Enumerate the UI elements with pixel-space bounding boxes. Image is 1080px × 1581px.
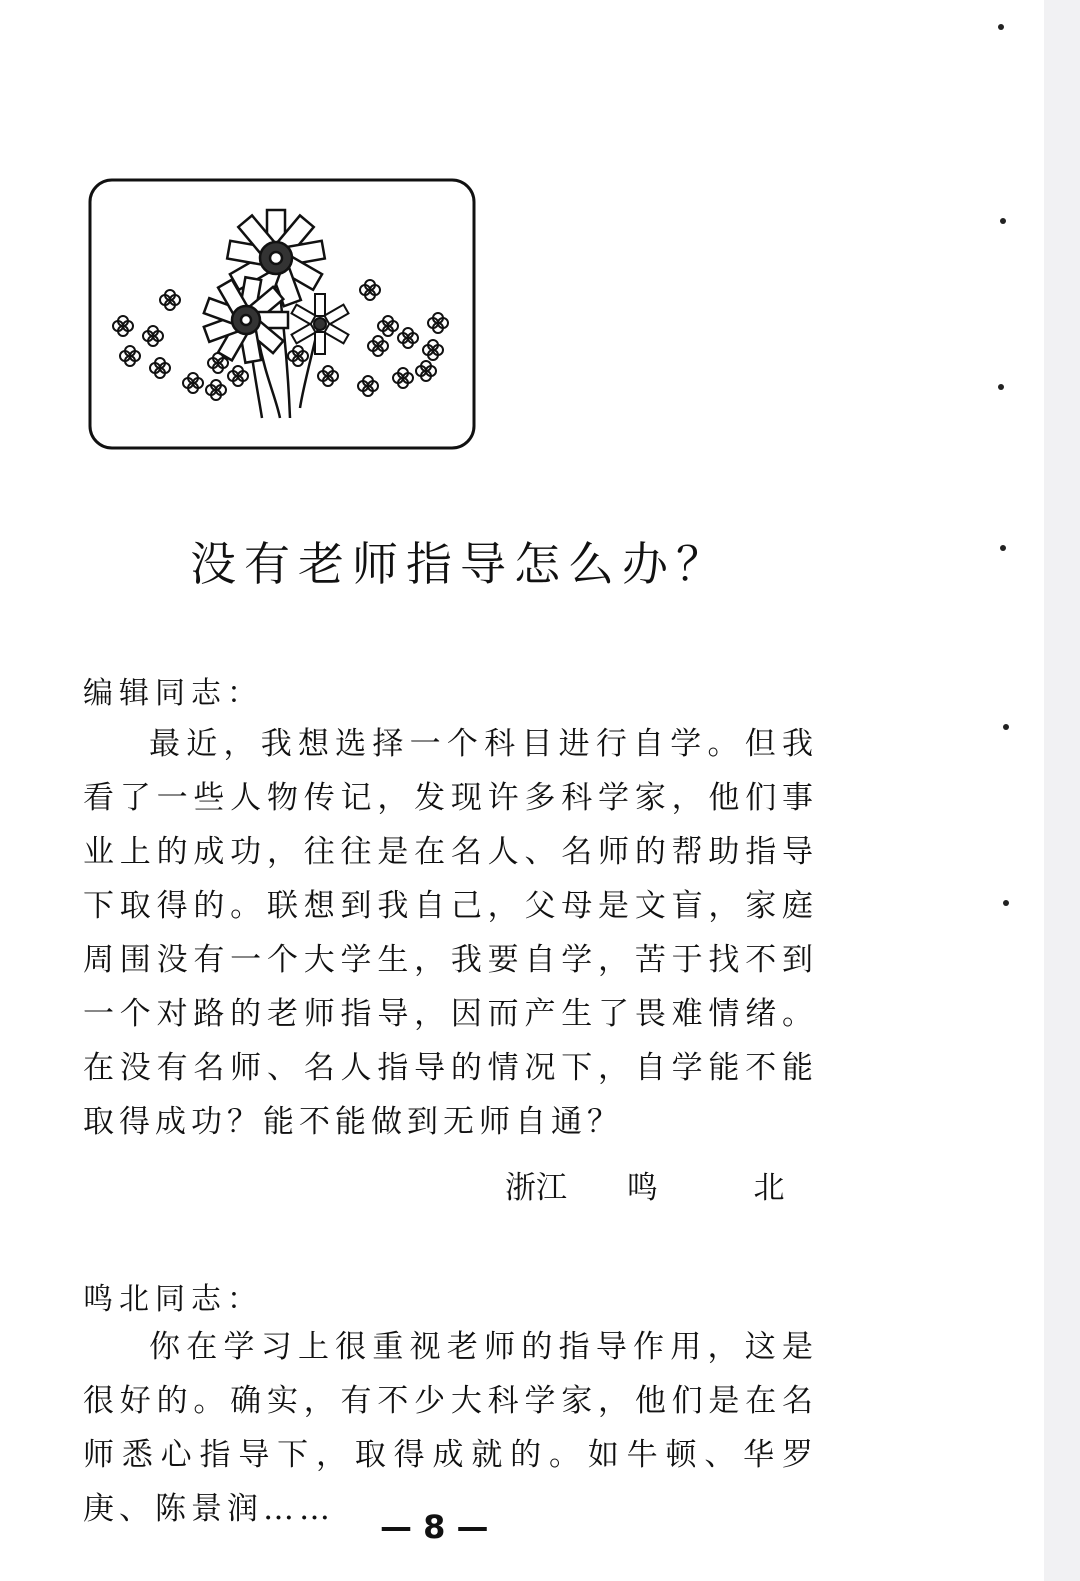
scan-speck xyxy=(998,384,1004,390)
signature-name-first: 鸣 xyxy=(626,1170,658,1206)
scan-speck xyxy=(1000,218,1006,224)
reply-salutation: 鸣北同志： xyxy=(83,1282,263,1317)
signature-place: 浙江 xyxy=(505,1170,567,1206)
page-title: 没有老师指导怎么办？ xyxy=(190,537,730,591)
viewer-gutter xyxy=(1044,0,1080,1581)
flower-illustration xyxy=(88,178,476,450)
letter-salutation: 编辑同志： xyxy=(83,676,263,711)
scan-speck xyxy=(998,24,1004,30)
signature-name-second: 北 xyxy=(753,1170,785,1206)
scan-speck xyxy=(1003,900,1009,906)
letter-body: 最近，我想选择一个科目进行自学。但我看了一些人物传记，发现许多科学家，他们事业上的成功，往往是在名人、名师的帮助指导下取得的。联想到我自己，父母是文盲，家庭周围没有一个大学生，我要自学，苦于找不到一个对路的老师指导，因而产生了畏难情绪。在没有名师、名人指导的情况下，自学能不能取得成功？能不能做到无师自通？ xyxy=(83,726,818,1140)
scan-speck xyxy=(1000,545,1006,551)
page-number: — 8 — xyxy=(380,1508,489,1546)
reply-body: 你在学习上很重视老师的指导作用，这是很好的。确实，有不少大科学家，他们是在名师悉心指导下，取得成就的。如牛顿、华罗庚、陈景润…… xyxy=(83,1329,818,1527)
letter-signature xyxy=(505,1162,784,1207)
scan-speck xyxy=(1003,724,1009,730)
